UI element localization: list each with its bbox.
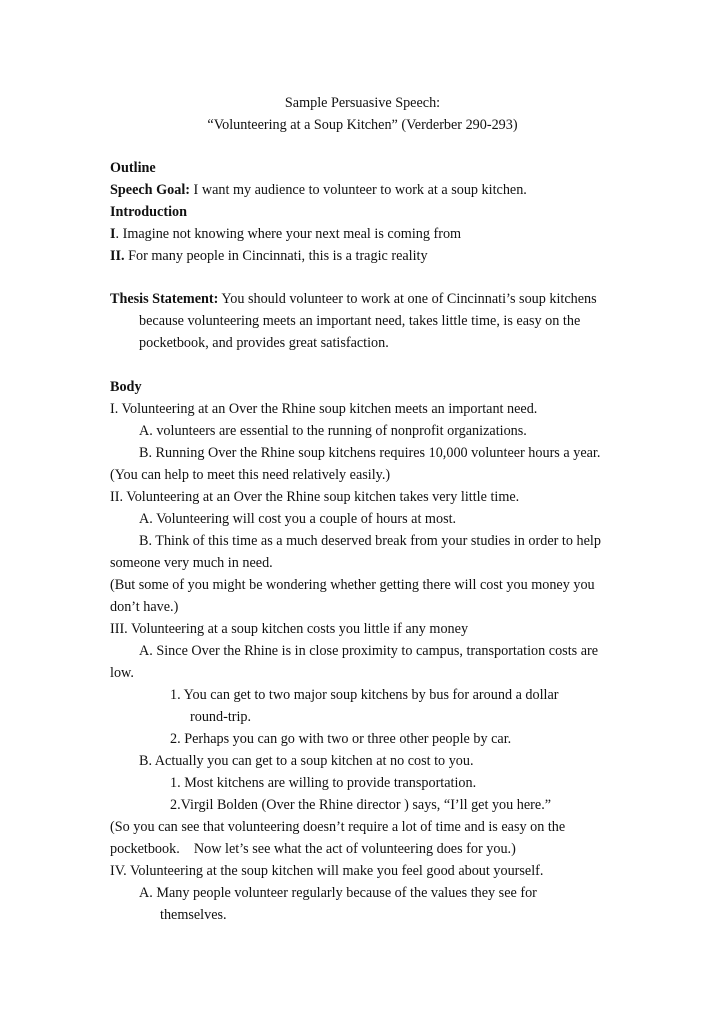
body-line: (You can help to meet this need relatively easily.) (110, 467, 391, 483)
body-line: 2.Virgil Bolden (Over the Rhine director ) says, “I’ll get you here.” (170, 797, 552, 813)
outline-heading: Outline (110, 160, 156, 176)
thesis-line-3: pocketbook, and provides great satisfaction. (139, 335, 389, 351)
body-line: B. Actually you can get to a soup kitchen at no cost to you. (139, 753, 474, 769)
thesis-line-1: Thesis Statement: You should volunteer to work at one of Cincinnati’s soup kitchens (110, 291, 597, 307)
thesis-label: Thesis Statement: (110, 291, 219, 307)
body-line: I. Volunteering at an Over the Rhine soup kitchen meets an important need. (110, 401, 538, 417)
body-line: round-trip. (190, 709, 252, 725)
body-line: III. Volunteering at a soup kitchen costs you little if any money (110, 621, 469, 637)
title-line-2: “Volunteering at a Soup Kitchen” (Verderber 290-293) (207, 117, 518, 133)
body-line: don’t have.) (110, 599, 179, 615)
body-line: A. Many people volunteer regularly because of the values they see for (139, 885, 537, 901)
speech-goal (110, 179, 527, 201)
body-line: themselves. (160, 907, 227, 923)
title-line-1: Sample Persuasive Speech: (284, 95, 441, 111)
body-line: A. volunteers are essential to the running of nonprofit organizations. (139, 423, 527, 439)
introduction-item-1: I. Imagine not knowing where your next meal is coming from (110, 226, 462, 242)
body-line: IV. Volunteering at the soup kitchen will make you feel good about yourself. (110, 863, 544, 879)
body-line: someone very much in need. (110, 555, 273, 571)
introduction-item-2: II. For many people in Cincinnati, this is a tragic reality (110, 248, 428, 264)
body-line: A. Volunteering will cost you a couple of hours at most. (139, 511, 457, 527)
body-line: II. Volunteering at an Over the Rhine soup kitchen takes very little time. (110, 489, 520, 505)
body-line: B. Think of this time as a much deserved break from your studies in order to help (139, 533, 601, 549)
body-line: A. Since Over the Rhine is in close proximity to campus, transportation costs are (139, 643, 599, 659)
body-line: (So you can see that volunteering doesn’t require a lot of time and is easy on the (110, 819, 566, 835)
body-line: B. Running Over the Rhine soup kitchens requires 10,000 volunteer hours a year. (139, 445, 601, 461)
body-heading: Body (110, 379, 142, 395)
body-line: pocketbook. Now let’s see what the act of volunteering does for you.) (110, 841, 516, 857)
body-line: low. (110, 665, 134, 681)
body-line: 1. Most kitchens are willing to provide transportation. (170, 775, 477, 791)
introduction-heading: Introduction (110, 204, 187, 220)
body-line: (But some of you might be wondering whether getting there will cost you money you (110, 577, 595, 593)
body-line: 2. Perhaps you can go with two or three other people by car. (170, 731, 512, 747)
body-line: 1. You can get to two major soup kitchens by bus for around a dollar (170, 687, 559, 703)
speech-goal-text: I want my audience to volunteer to work at a soup kitchen. (190, 182, 527, 198)
speech-goal-label: Speech Goal: (110, 182, 190, 198)
thesis-line-2: because volunteering meets an important need, takes little time, is easy on the (139, 313, 581, 329)
